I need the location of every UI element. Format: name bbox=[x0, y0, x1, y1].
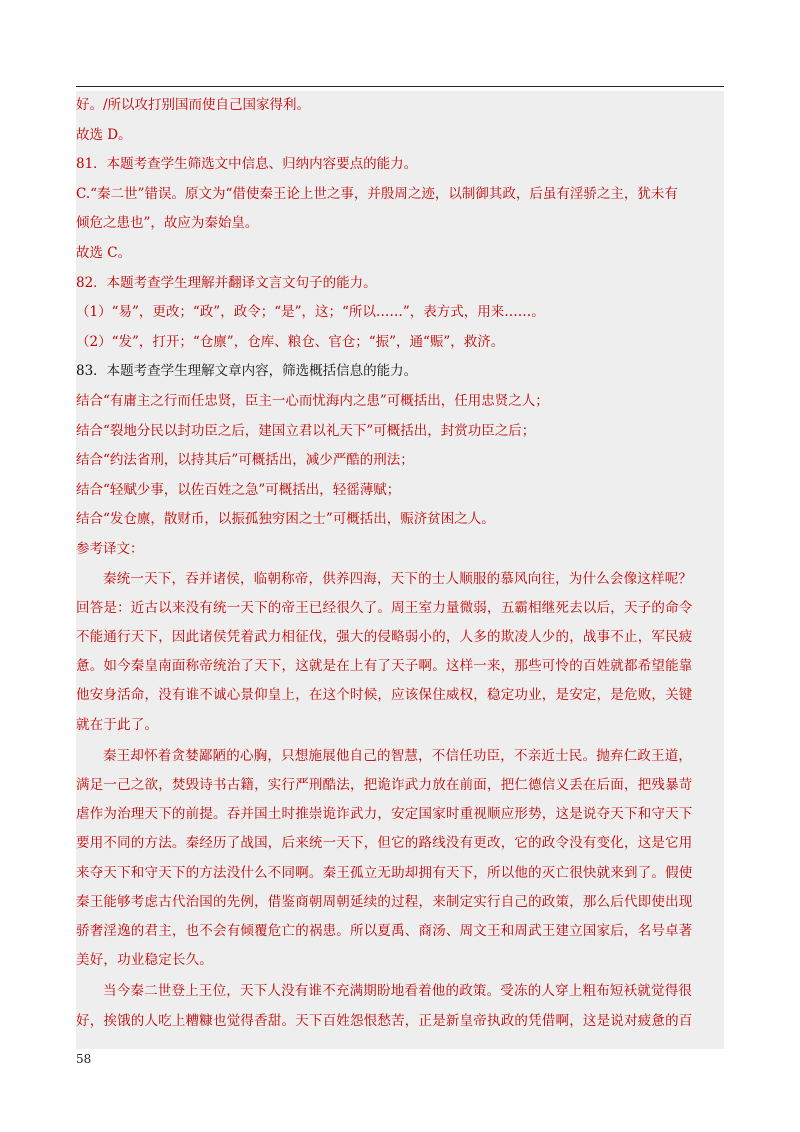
translation-line: 惫。如今秦皇南面称帝统治了天下，这就是在上有了天子啊。这样一来，那些可怜的百姓就都希望能靠 bbox=[76, 658, 693, 675]
answer-line: 结合“发仓廪，散财币，以振孤独穷困之士”可概括出，赈济贫困之人。 bbox=[76, 511, 495, 528]
translation-paragraph bbox=[76, 977, 724, 1035]
translation-paragraph bbox=[76, 742, 724, 976]
answer-line: 82．本题考查学生理解并翻译文言文句子的能力。 bbox=[76, 274, 377, 291]
translation-line: 秦王却怀着贪婪鄙陋的心胸，只想施展他自己的智慧，不信任功臣，不亲近士民。抛弃仁政王道， bbox=[103, 747, 693, 764]
answer-line: 好。/所以攻打别国而使自己国家得利。 bbox=[76, 97, 311, 113]
translation-paragraph bbox=[76, 565, 724, 740]
header-rule bbox=[76, 86, 724, 87]
answer-line: 结合“约法省刑，以持其后”可概括出，减少严酷的刑法； bbox=[76, 452, 414, 469]
translation-line: 虐作为治理天下的前提。吞并国土时推崇诡诈武力，安定国家时重视顺应形势，这是说夺天下和守天下 bbox=[76, 806, 693, 823]
translation-line: 美好，功业稳定长久。 bbox=[76, 952, 213, 969]
answer-line: 结合“轻赋少事，以佐百姓之急”可概括出，轻徭薄赋； bbox=[76, 481, 401, 498]
answer-lines bbox=[76, 91, 724, 535]
answer-line: 83．本题考查学生理解文章内容，筛选概括信息的能力。 bbox=[76, 363, 418, 380]
answer-line: 故选 D。 bbox=[76, 126, 132, 143]
translation-line: 就在于此了。 bbox=[76, 716, 159, 733]
answer-explanation-block bbox=[76, 91, 724, 1049]
translation-body bbox=[76, 565, 724, 1036]
answer-line: （1）“易”，更改；“政”，政令；“是”，这；“所以……”，表方式，用来……。 bbox=[76, 304, 545, 321]
translation-line: 好，挨饿的人吃上糟糠也觉得香甜。天下百姓怨恨愁苦，正是新皇帝执政的凭借啊，这是说对疲惫的百 bbox=[76, 1012, 693, 1029]
translation-line: 骄奢淫逸的君主，也不会有倾覆危亡的祸患。所以夏禹、商汤、周文王和周武王建立国家后，名号卓著 bbox=[76, 922, 693, 939]
answer-line: 结合“裂地分民以封功臣之后，建国立君以礼天下”可概括出，封赏功臣之后； bbox=[76, 422, 536, 439]
answer-line: （2）“发”，打开；“仓廪”，仓库、粮仓、官仓；“振”，通“赈”，救济。 bbox=[76, 333, 505, 350]
translation-line: 秦王能够考虑古代治国的先例，借鉴商朝周朝延续的过程，来制定实行自己的政策，那么后代即使出现 bbox=[76, 893, 693, 910]
translation-heading: 参考译文： bbox=[76, 540, 144, 557]
translation-line: 满足一己之欲，焚毁诗书古籍，实行严刑酷法，把诡诈武力放在前面，把仁德信义丢在后面，把残暴苛 bbox=[76, 776, 693, 793]
answer-line: 81．本题考查学生筛选文中信息、归纳内容要点的能力。 bbox=[76, 156, 418, 173]
translation-line: 回答是：近古以来没有统一天下的帝王已经很久了。周王室力量微弱，五霸相继死去以后，天子的命令 bbox=[76, 599, 693, 616]
answer-line: 故选 C。 bbox=[76, 244, 132, 261]
page-number: 58 bbox=[76, 1052, 92, 1066]
translation-line: 来夺天下和守天下的方法没什么不同啊。秦王孤立无助却拥有天下，所以他的灭亡很快就来到了。假使 bbox=[76, 864, 693, 881]
translation-line: 当今秦二世登上王位，天下人没有谁不充满期盼地看着他的政策。受冻的人穿上粗布短袄就觉得很 bbox=[103, 983, 693, 1000]
answer-line: 倾危之患也”，故应为秦始皇。 bbox=[76, 215, 259, 232]
translation-line: 不能通行天下，因此诸侯凭着武力相征伐，强大的侵略弱小的，人多的欺凌人少的，战事不止，军民疲 bbox=[76, 628, 693, 645]
translation-line: 他安身活命，没有谁不诚心景仰皇上，在这个时候，应该保住威权，稳定功业，是安定，是危败，关键 bbox=[76, 687, 693, 704]
translation-line: 秦统一天下，吞并诸侯，临朝称帝，供养四海，天下的士人顺服的慕风向往，为什么会像这样呢？ bbox=[103, 570, 693, 587]
answer-line: 结合“有庸主之行而任忠贤，臣主一心而忧海内之患”可概括出，任用忠贤之人； bbox=[76, 392, 549, 409]
translation-line: 要用不同的方法。秦经历了战国，后来统一天下，但它的路线没有更改，它的政令没有变化，这是它用 bbox=[76, 835, 693, 852]
answer-line: C.“秦二世”错误。原文为“借使秦王论上世之事，并殷周之迹，以制御其政，后虽有淫骄之主，犹未有 bbox=[76, 185, 678, 202]
